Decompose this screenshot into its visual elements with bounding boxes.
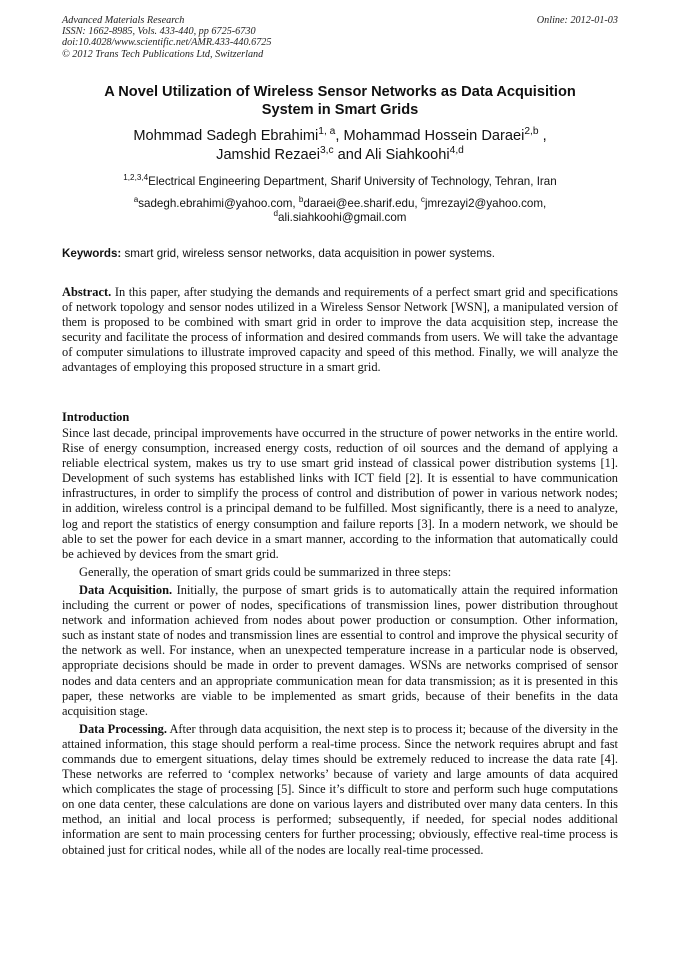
author-superscript: 1, a [318, 126, 336, 138]
issn-line: ISSN: 1662-8985, Vols. 433-440, pp 6725-6730 [62, 26, 256, 38]
keywords [62, 247, 618, 261]
email-superscript: a [133, 195, 139, 205]
author-list [62, 127, 618, 165]
affiliation-text: Electrical Engineering Department, Sharif University of Technology, Tehran, Iran [148, 175, 557, 188]
title-line-1: A Novel Utilization of Wireless Sensor Networks as Data Acquisition [104, 84, 576, 100]
journal-header [62, 15, 618, 60]
introduction-heading: Introduction [62, 410, 130, 424]
online-date: Online: 2012-01-03 [536, 15, 618, 26]
email-link[interactable]: ali.siahkoohi@gmail.com [278, 211, 407, 224]
author-superscript: 4,d [449, 145, 464, 157]
email-link[interactable]: jmrezayi2@yahoo.com, [424, 197, 547, 210]
abstract-text: In this paper, after studying the demands and requirements of a perfect smart grid and specifications of network topology and sensor nodes utilized in a Wireless Sensor Network [WSN], a manipulated version of them is proposed to be combined with smart grid in order to improve the data acquisition step, increase the security and facilitate the process of information and desired commands from users. We will take the advantage of computer simulations to illustrate improved capacity and speed of this method. Finally, we will analyze the advantages of employing this proposed structure in a smart grid. [62, 285, 618, 375]
author-separator: and [333, 147, 366, 163]
author-name: Mohammad Hossein Daraei [343, 128, 525, 144]
author-name: Jamshid Rezaei [216, 147, 320, 163]
author-emails [62, 197, 618, 225]
title-line-2: System in Smart Grids [261, 102, 419, 118]
data-acquisition-label: Data Acquisition. [79, 582, 173, 597]
data-processing-paragraph [62, 722, 618, 858]
author-superscript: 3,c [319, 145, 334, 157]
email-superscript: b [298, 195, 304, 205]
data-processing-text: After through data acquisition, the next step is to process it; because of the diversity in the attained information, this stage should perform a real-time process. Since the network requires abrupt and fast commands due to emergent situations, delay times should be extremely reduced to increase the data rate [4]. These networks are referred to ‘complex networks’ because of variety and large amounts of data acquired which complicates the stage of processing [5]. Since it’s difficult to store and perform such huge computations on one data center, these calculations are done on various layers and distributed over many data centers. In this method, an initial and local process is performed; subsequently, if needed, for special nodes additional information are sent to main processing centers for further processing; obviously, effective real-time process is obtained just for critical nodes, while all of the nodes are locally real-time processed. [62, 721, 618, 857]
keywords-text: smart grid, wireless sensor networks, data acquisition in power systems. [121, 247, 495, 260]
author-name: Mohmmad Sadegh Ebrahimi [133, 128, 319, 144]
author-separator: , [335, 128, 344, 144]
keywords-label: Keywords: [62, 247, 122, 260]
data-processing-label: Data Processing. [79, 721, 167, 736]
email-superscript: c [420, 195, 425, 205]
introduction-body [62, 426, 618, 861]
doi-line: doi:10.4028/www.scientific.net/AMR.433-440.6725 [62, 37, 272, 49]
intro-paragraph-1: Since last decade, principal improvements have occurred in the structure of power networks in the entire world. Rise of energy consumption, increased energy costs, reduction of oil sources and the demand of applying a reliable electrical system, makes us try to use smart grid instead of classical power distribution systems [1]. Development of such systems has established links with ICT field [2]. It is essential to have communication infrastructures, in order to simplify the process of control and distribution of power in various network nodes; in addition, wireless control is a principal demand to be fulfilled. Most significantly, there is a need to analyze, log and report the statistics of energy consumption and failure reports [3]. In a modern network, we should be able to set the power for each device in a smart manner, according to the information that automatically could be achieved by devices from the smart grid. [62, 426, 618, 561]
abstract-label: Abstract. [62, 285, 112, 299]
affiliation-superscript: 1,2,3,4 [123, 173, 149, 183]
author-separator: , [538, 128, 547, 144]
affiliation [62, 175, 618, 189]
intro-paragraph-2: Generally, the operation of smart grids could be summarized in three steps: [79, 564, 452, 579]
email-superscript: d [273, 209, 279, 219]
copyright-line: © 2012 Trans Tech Publications Ltd, Switzerland [62, 48, 264, 60]
author-superscript: 2,b [524, 126, 539, 138]
email-link[interactable]: daraei@ee.sharif.edu, [303, 197, 421, 210]
journal-name: Advanced Materials Research [62, 15, 185, 26]
author-name: Ali Siahkoohi [365, 147, 450, 163]
data-acquisition-text: Initially, the purpose of smart grids is to automatically attain the required information including the current or power of nodes, specifications of transmission lines, power distribution throughout network and information achieved from nodes about power production or consumption. Other information, such as instant state of nodes and transmission lines are essential to control and improve the physical security of the network as well. For instance, when an unexpected temperature increase in a particular node is observed, appropriate decisions should be made in order to prevent damages. WSNs are networks comprised of sensor nodes and data centers and an appropriate communication mean for data transmission; as it is presented in this paper, these networks are viable to be implemented as smart grids, because of their benefits in the data acquisition stage. [62, 582, 618, 718]
paper-title [62, 83, 618, 119]
data-acquisition-paragraph [62, 583, 618, 719]
abstract [62, 285, 618, 376]
email-link[interactable]: sadegh.ebrahimi@yahoo.com, [138, 197, 299, 210]
